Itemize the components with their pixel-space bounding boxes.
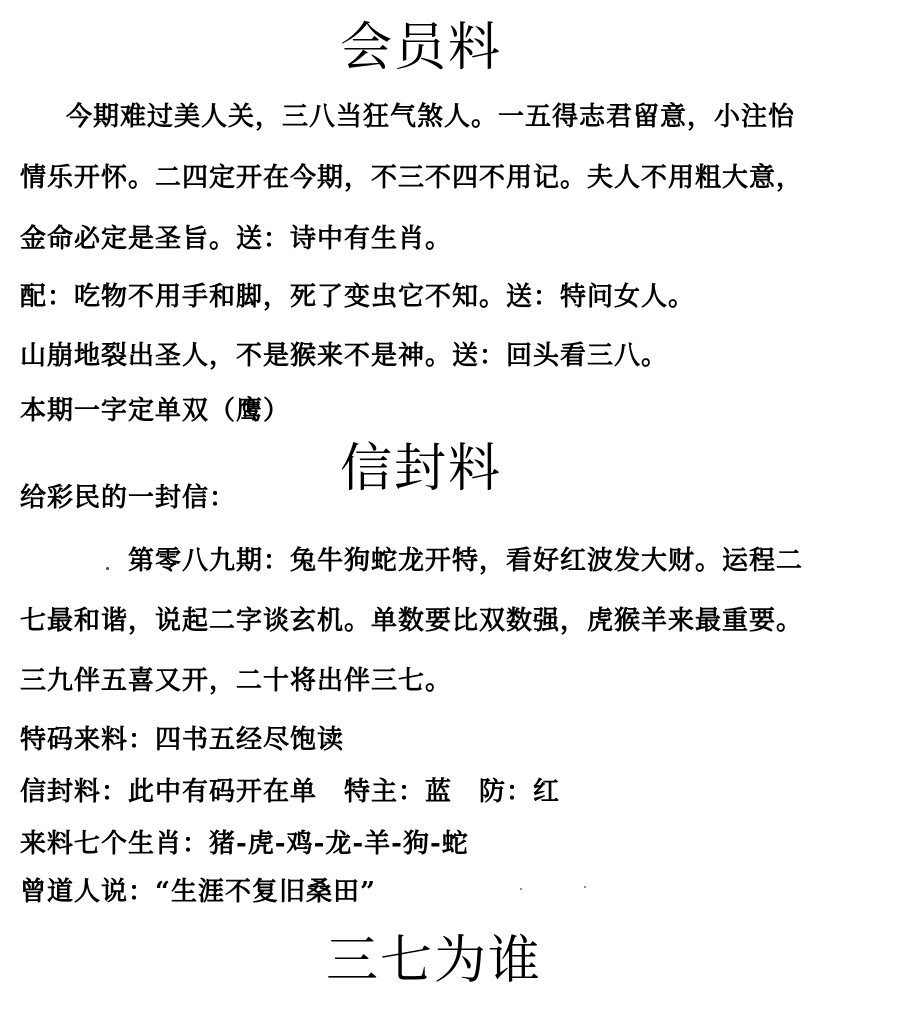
member-odd-even: 本期一字定单双（鹰） bbox=[20, 396, 291, 426]
member-poem-line-1: 今期难过美人关，三八当狂气煞人。一五得志君留意，小注怡 bbox=[66, 102, 796, 132]
envelope-letter-line-3: 三九伴五喜又开，二十将出伴三七。 bbox=[20, 666, 453, 696]
member-poem-line-3: 金命必定是圣旨。送：诗中有生肖。 bbox=[20, 224, 453, 254]
seven-zodiac-line: 来料七个生肖：猪-虎-鸡-龙-羊-狗-蛇 bbox=[20, 829, 469, 859]
taoist-saying-line: 曾道人说：“生涯不复旧桑田” bbox=[20, 877, 376, 907]
envelope-letter-line-2: 七最和谐，说起二字谈玄机。单数要比双数强，虎猴羊来最重要。 bbox=[20, 606, 804, 636]
member-riddle-2: 山崩地裂出圣人，不是猴来不是神。送：回头看三八。 bbox=[20, 341, 669, 371]
bottom-title: 三七为谁 bbox=[326, 931, 543, 991]
special-code-line: 特码来料：四书五经尽饱读 bbox=[20, 725, 345, 755]
member-riddle-1: 配：吃物不用手和脚，死了变虫它不知。送：特问女人。 bbox=[20, 282, 696, 312]
envelope-intro: 给彩民的一封信： bbox=[20, 483, 237, 513]
envelope-section-title: 信封料 bbox=[340, 439, 503, 499]
scan-speck bbox=[584, 886, 586, 888]
member-section-title: 会员料 bbox=[340, 18, 503, 78]
envelope-letter-line-1: 第零八九期：兔牛狗蛇龙开特，看好红波发大财。运程二 bbox=[128, 546, 804, 576]
member-poem-line-2: 情乐开怀。二四定开在今期，不三不四不用记。夫人不用粗大意， bbox=[20, 163, 804, 193]
envelope-code-line: 信封料：此中有码开在单 特主：蓝 防：红 bbox=[20, 777, 561, 807]
scan-speck bbox=[520, 888, 522, 890]
scan-speck bbox=[106, 567, 109, 570]
